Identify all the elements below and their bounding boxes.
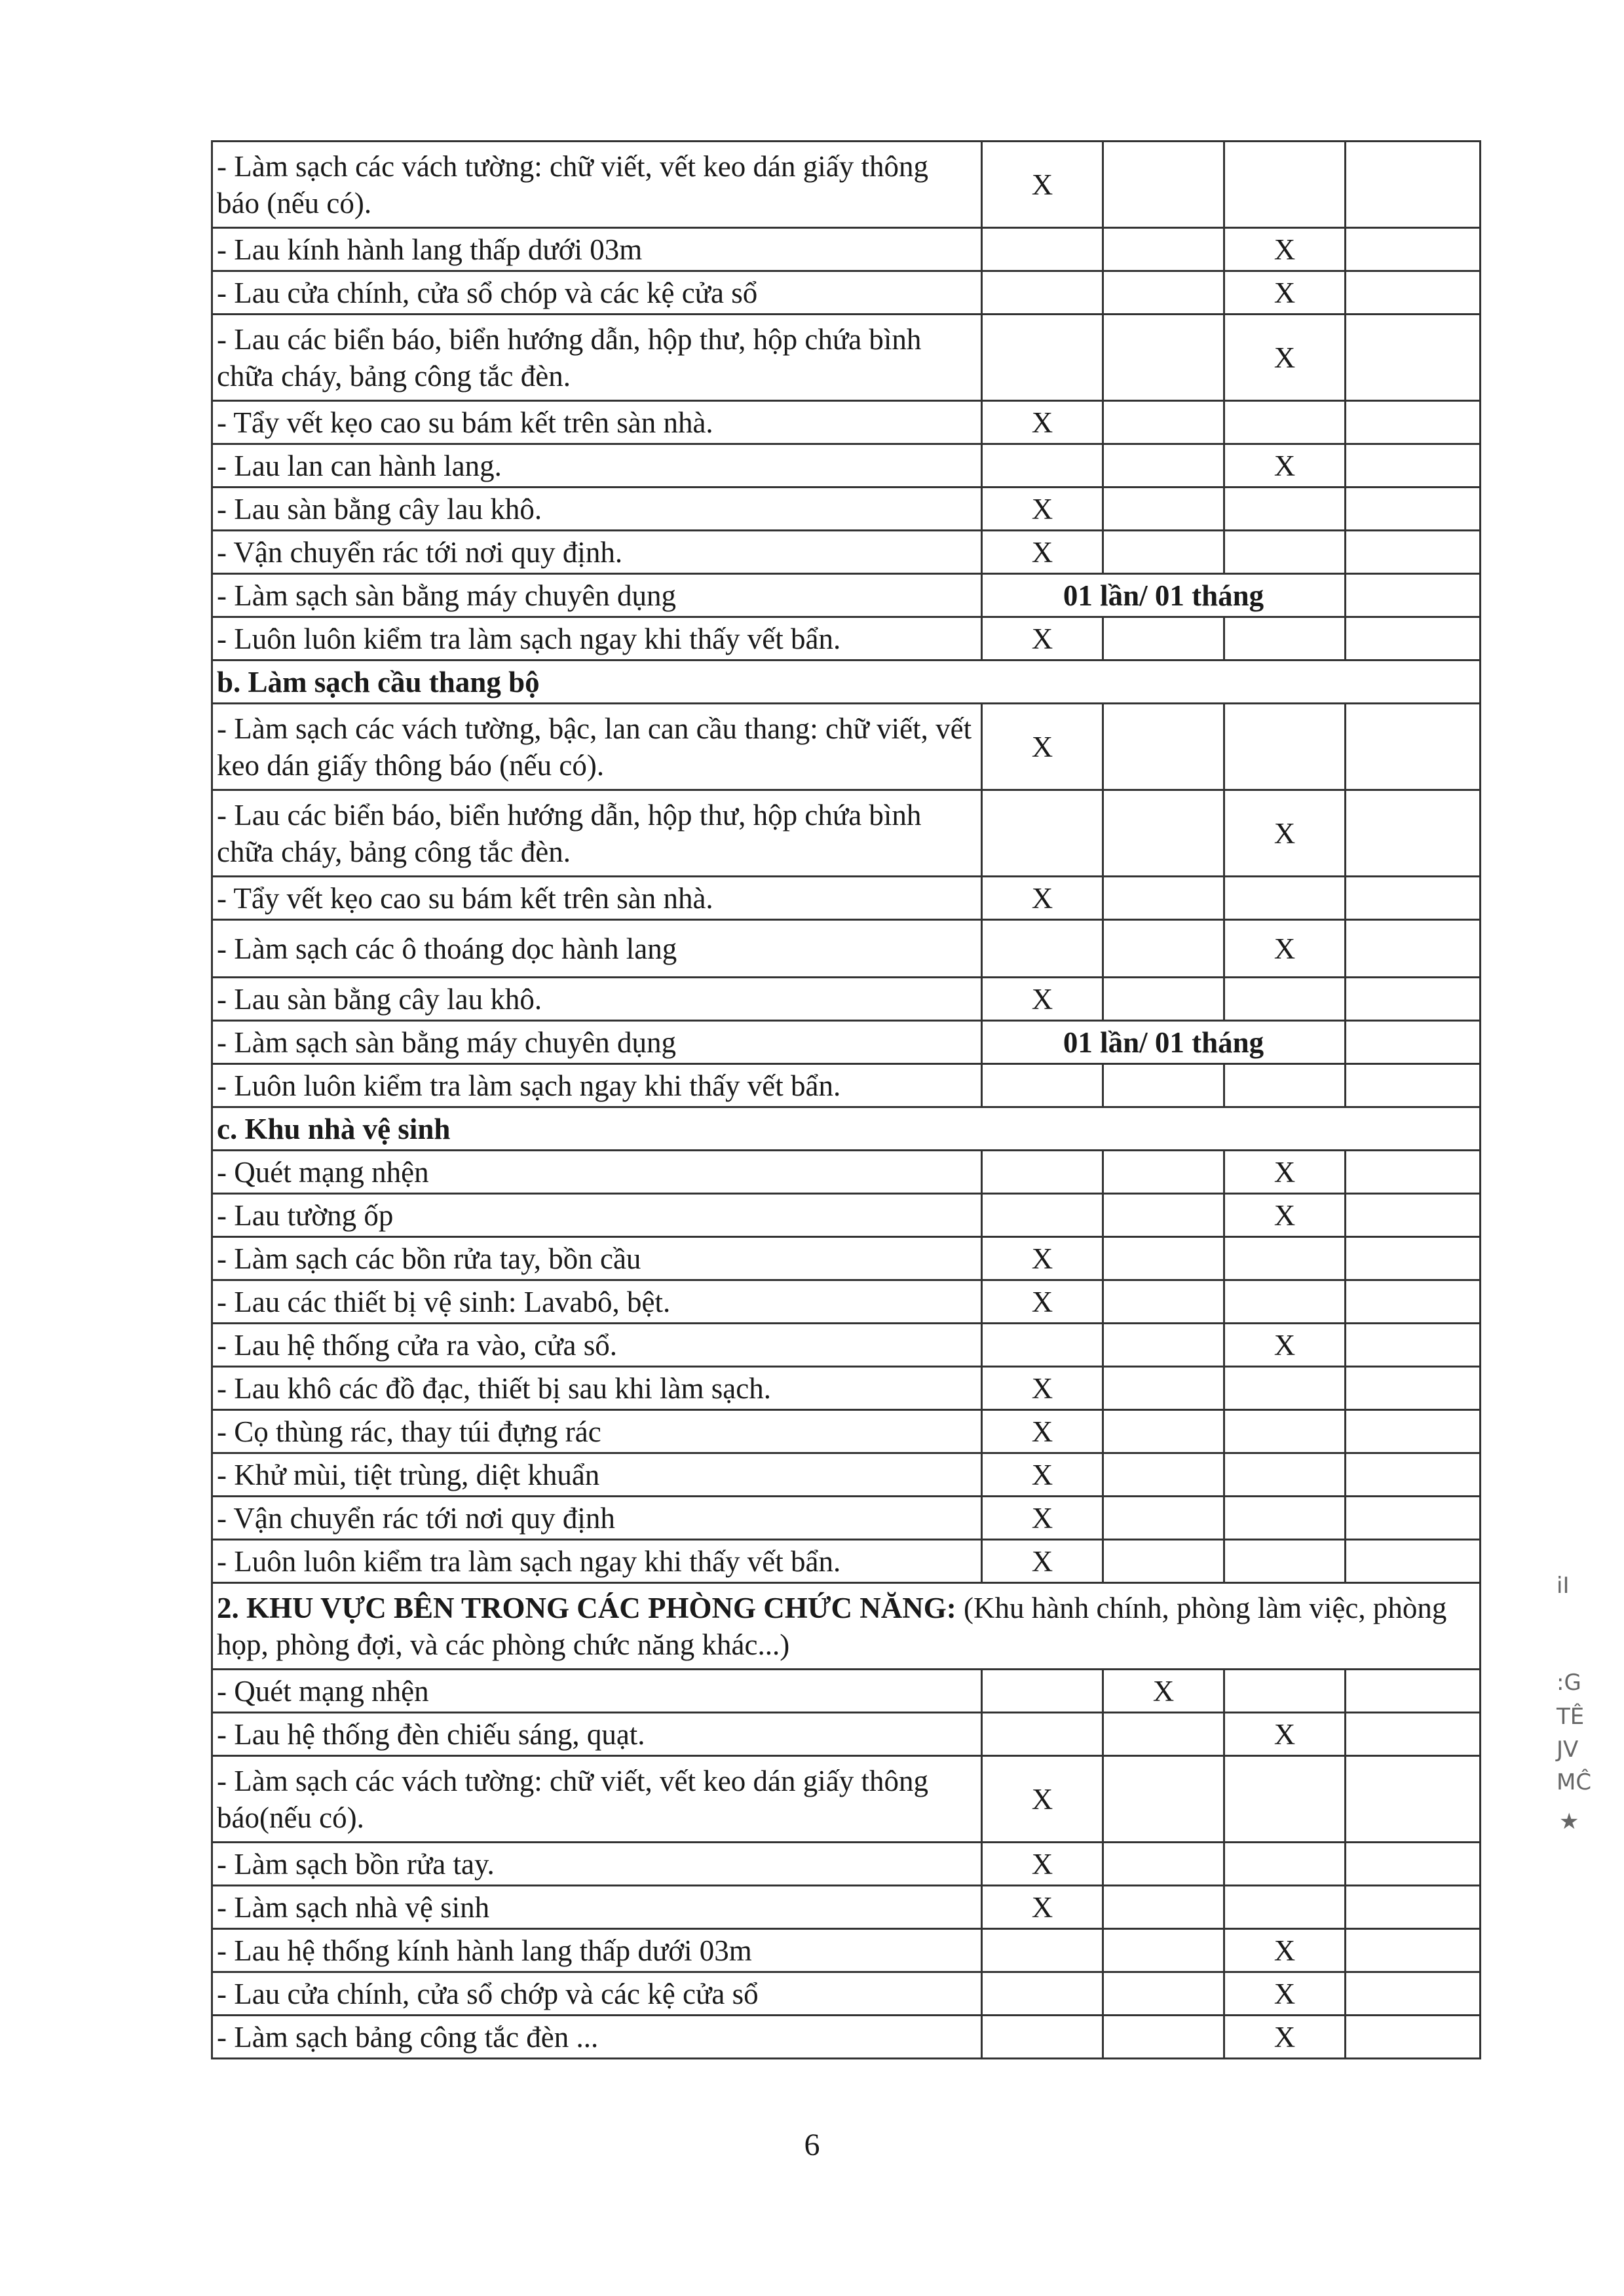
frequency-mark-3: X — [1224, 228, 1346, 271]
frequency-mark-3: X — [1224, 1929, 1346, 1972]
frequency-mark-1: X — [982, 1280, 1103, 1324]
task-description: - Lau sàn bằng cây lau khô. — [212, 488, 982, 531]
table-row — [212, 1972, 1481, 2016]
frequency-mark-3 — [1224, 1756, 1346, 1843]
frequency-mark-1 — [982, 228, 1103, 271]
task-description: - Tẩy vết kẹo cao su bám kết trên sàn nhà. — [212, 877, 982, 920]
table-row — [212, 1670, 1481, 1713]
frequency-mark-4 — [1346, 1064, 1481, 1107]
frequency-mark-1: X — [982, 488, 1103, 531]
frequency-mark-4 — [1346, 1410, 1481, 1453]
frequency-mark-2 — [1103, 1237, 1224, 1280]
frequency-mark-1: X — [982, 704, 1103, 790]
frequency-mark-3: X — [1224, 444, 1346, 488]
table-row — [212, 1151, 1481, 1194]
table-row — [212, 1453, 1481, 1497]
task-description: - Làm sạch bồn rửa tay. — [212, 1843, 982, 1886]
task-description: - Làm sạch các bồn rửa tay, bồn cầu — [212, 1237, 982, 1280]
frequency-mark-1: X — [982, 877, 1103, 920]
table-row — [212, 1756, 1481, 1843]
frequency-mark-2 — [1103, 1756, 1224, 1843]
frequency-mark-1 — [982, 1151, 1103, 1194]
frequency-mark-4 — [1346, 877, 1481, 920]
task-description: - Lau khô các đồ đạc, thiết bị sau khi làm sạch. — [212, 1367, 982, 1410]
table-row — [212, 1713, 1481, 1756]
table-row — [212, 488, 1481, 531]
frequency-mark-1 — [982, 1713, 1103, 1756]
frequency-mark-1 — [982, 2016, 1103, 2059]
frequency-mark-3 — [1224, 617, 1346, 660]
task-description: - Làm sạch bảng công tắc đèn ... — [212, 2016, 982, 2059]
frequency-mark-4 — [1346, 1886, 1481, 1929]
frequency-mark-3: X — [1224, 271, 1346, 315]
frequency-mark-3 — [1224, 531, 1346, 574]
margin-mark: :G — [1557, 1670, 1581, 1696]
task-description: - Lau hệ thống đèn chiếu sáng, quạt. — [212, 1713, 982, 1756]
frequency-mark-4 — [1346, 1713, 1481, 1756]
frequency-mark-2 — [1103, 1713, 1224, 1756]
section-heading-row — [212, 1107, 1481, 1151]
frequency-mark-4 — [1346, 1540, 1481, 1583]
table-row — [212, 574, 1481, 617]
frequency-mark-3: X — [1224, 2016, 1346, 2059]
frequency-mark-4 — [1346, 401, 1481, 444]
section-heading-detail: (Khu hành chính, phòng làm việc, phòng họp, phòng đợi, và các phòng chức năng khác...) — [217, 1591, 1447, 1661]
margin-mark: JV — [1557, 1736, 1579, 1763]
frequency-note: 01 lần/ 01 tháng — [982, 1021, 1346, 1064]
frequency-mark-3: X — [1224, 315, 1346, 401]
frequency-mark-2 — [1103, 1540, 1224, 1583]
table-row — [212, 142, 1481, 228]
table-row — [212, 271, 1481, 315]
table-row — [212, 531, 1481, 574]
frequency-mark-4 — [1346, 444, 1481, 488]
frequency-mark-4 — [1346, 790, 1481, 877]
frequency-mark-2 — [1103, 315, 1224, 401]
frequency-mark-4 — [1346, 1972, 1481, 2016]
frequency-mark-4 — [1346, 920, 1481, 978]
section-heading-row — [212, 660, 1481, 704]
frequency-mark-1: X — [982, 1237, 1103, 1280]
task-description: - Vận chuyển rác tới nơi quy định. — [212, 531, 982, 574]
table-row — [212, 704, 1481, 790]
table-row — [212, 1280, 1481, 1324]
task-description: - Cọ thùng rác, thay túi đựng rác — [212, 1410, 982, 1453]
task-description: - Quét mạng nhện — [212, 1151, 982, 1194]
table-row — [212, 1886, 1481, 1929]
frequency-mark-1: X — [982, 1367, 1103, 1410]
margin-mark: iI — [1557, 1573, 1570, 1599]
frequency-mark-1 — [982, 315, 1103, 401]
frequency-mark-3 — [1224, 1497, 1346, 1540]
task-description: - Lau sàn bằng cây lau khô. — [212, 978, 982, 1021]
frequency-mark-4 — [1346, 315, 1481, 401]
task-description: - Lau tường ốp — [212, 1194, 982, 1237]
frequency-mark-1 — [982, 1972, 1103, 2016]
frequency-mark-2 — [1103, 978, 1224, 1021]
frequency-mark-4 — [1346, 1929, 1481, 1972]
frequency-mark-2 — [1103, 1843, 1224, 1886]
frequency-mark-3 — [1224, 1280, 1346, 1324]
task-description: - Làm sạch các vách tường, bậc, lan can cầu thang: chữ viết, vết keo dán giấy thông báo (nếu có). — [212, 704, 982, 790]
frequency-mark-4 — [1346, 142, 1481, 228]
frequency-mark-1: X — [982, 978, 1103, 1021]
frequency-mark-3 — [1224, 1540, 1346, 1583]
table-row — [212, 877, 1481, 920]
frequency-mark-3: X — [1224, 790, 1346, 877]
frequency-mark-4 — [1346, 1280, 1481, 1324]
task-description: - Lau cửa chính, cửa sổ chớp và các kệ cửa sổ — [212, 1972, 982, 2016]
frequency-mark-3 — [1224, 1453, 1346, 1497]
frequency-mark-2 — [1103, 1280, 1224, 1324]
margin-mark: ★ — [1559, 1808, 1579, 1835]
margin-mark: TÊ — [1557, 1704, 1585, 1730]
frequency-mark-1 — [982, 1324, 1103, 1367]
frequency-mark-1: X — [982, 1756, 1103, 1843]
task-description: - Lau hệ thống kính hành lang thấp dưới 03m — [212, 1929, 982, 1972]
frequency-mark-2 — [1103, 1453, 1224, 1497]
section-heading-row — [212, 1583, 1481, 1670]
frequency-mark-3 — [1224, 1886, 1346, 1929]
frequency-mark-2 — [1103, 1497, 1224, 1540]
frequency-mark-1: X — [982, 1886, 1103, 1929]
frequency-mark-1: X — [982, 1497, 1103, 1540]
table-row — [212, 1324, 1481, 1367]
table-row — [212, 1064, 1481, 1107]
task-description: - Luôn luôn kiểm tra làm sạch ngay khi thấy vết bẩn. — [212, 617, 982, 660]
frequency-mark-1: X — [982, 1540, 1103, 1583]
table-row — [212, 1367, 1481, 1410]
task-description: - Khử mùi, tiệt trùng, diệt khuẩn — [212, 1453, 982, 1497]
frequency-mark-1: X — [982, 401, 1103, 444]
frequency-mark-2 — [1103, 271, 1224, 315]
frequency-mark-2 — [1103, 1194, 1224, 1237]
frequency-mark-4 — [1346, 271, 1481, 315]
section-heading: b. Làm sạch cầu thang bộ — [212, 660, 1481, 704]
frequency-mark-1: X — [982, 1843, 1103, 1886]
task-description: - Vận chuyển rác tới nơi quy định — [212, 1497, 982, 1540]
table-row — [212, 1410, 1481, 1453]
frequency-mark-3: X — [1224, 1713, 1346, 1756]
task-description: - Làm sạch nhà vệ sinh — [212, 1886, 982, 1929]
table-row — [212, 790, 1481, 877]
frequency-mark-3 — [1224, 1064, 1346, 1107]
frequency-mark-3: X — [1224, 1972, 1346, 2016]
frequency-mark-2 — [1103, 1367, 1224, 1410]
frequency-mark-3 — [1224, 488, 1346, 531]
frequency-mark-3: X — [1224, 920, 1346, 978]
frequency-mark-2 — [1103, 1151, 1224, 1194]
task-description: - Quét mạng nhện — [212, 1670, 982, 1713]
frequency-mark-2 — [1103, 1410, 1224, 1453]
table-row — [212, 444, 1481, 488]
frequency-mark-2: X — [1103, 1670, 1224, 1713]
frequency-mark-4 — [1346, 1453, 1481, 1497]
cleaning-schedule-table — [211, 140, 1481, 2059]
table-row — [212, 617, 1481, 660]
frequency-mark-2 — [1103, 444, 1224, 488]
frequency-mark-3: X — [1224, 1324, 1346, 1367]
task-description: - Làm sạch sàn bằng máy chuyên dụng — [212, 574, 982, 617]
note-cell — [1346, 574, 1481, 617]
frequency-mark-3 — [1224, 877, 1346, 920]
table-row — [212, 401, 1481, 444]
frequency-mark-1 — [982, 1670, 1103, 1713]
table-row — [212, 1194, 1481, 1237]
frequency-mark-4 — [1346, 531, 1481, 574]
frequency-mark-4 — [1346, 1843, 1481, 1886]
frequency-mark-4 — [1346, 1194, 1481, 1237]
frequency-mark-4 — [1346, 2016, 1481, 2059]
frequency-mark-3 — [1224, 704, 1346, 790]
frequency-mark-2 — [1103, 920, 1224, 978]
frequency-mark-2 — [1103, 1929, 1224, 1972]
frequency-mark-4 — [1346, 1151, 1481, 1194]
table-row — [212, 1843, 1481, 1886]
task-description: - Làm sạch sàn bằng máy chuyên dụng — [212, 1021, 982, 1064]
frequency-mark-1: X — [982, 531, 1103, 574]
frequency-mark-1: X — [982, 1410, 1103, 1453]
margin-mark: MĈ — [1557, 1769, 1592, 1795]
page-number: 6 — [804, 2128, 820, 2162]
frequency-mark-2 — [1103, 877, 1224, 920]
frequency-mark-4 — [1346, 617, 1481, 660]
table-row — [212, 920, 1481, 978]
frequency-mark-1 — [982, 1194, 1103, 1237]
frequency-mark-2 — [1103, 617, 1224, 660]
table-row — [212, 1021, 1481, 1064]
frequency-mark-2 — [1103, 1972, 1224, 2016]
frequency-mark-2 — [1103, 1324, 1224, 1367]
frequency-mark-2 — [1103, 531, 1224, 574]
task-description: - Tẩy vết kẹo cao su bám kết trên sàn nhà. — [212, 401, 982, 444]
frequency-mark-1 — [982, 920, 1103, 978]
frequency-mark-3 — [1224, 978, 1346, 1021]
frequency-mark-4 — [1346, 704, 1481, 790]
task-description: - Luôn luôn kiểm tra làm sạch ngay khi thấy vết bẩn. — [212, 1540, 982, 1583]
frequency-mark-4 — [1346, 228, 1481, 271]
frequency-mark-2 — [1103, 1064, 1224, 1107]
task-description: - Lau các biển báo, biển hướng dẫn, hộp thư, hộp chứa bình chữa cháy, bảng công tắc đèn. — [212, 315, 982, 401]
frequency-mark-2 — [1103, 1886, 1224, 1929]
frequency-mark-1 — [982, 271, 1103, 315]
frequency-mark-1: X — [982, 617, 1103, 660]
frequency-mark-2 — [1103, 401, 1224, 444]
frequency-mark-1: X — [982, 1453, 1103, 1497]
task-description: - Lau kính hành lang thấp dưới 03m — [212, 228, 982, 271]
frequency-mark-4 — [1346, 1324, 1481, 1367]
table-row — [212, 1929, 1481, 1972]
table-row — [212, 228, 1481, 271]
frequency-mark-4 — [1346, 1756, 1481, 1843]
task-description: - Luôn luôn kiểm tra làm sạch ngay khi thấy vết bẩn. — [212, 1064, 982, 1107]
frequency-mark-1 — [982, 1929, 1103, 1972]
frequency-mark-3 — [1224, 1410, 1346, 1453]
task-description: - Lau các thiết bị vệ sinh: Lavabô, bệt. — [212, 1280, 982, 1324]
frequency-mark-4 — [1346, 1497, 1481, 1540]
frequency-mark-2 — [1103, 790, 1224, 877]
table-row — [212, 1497, 1481, 1540]
task-description: - Lau cửa chính, cửa sổ chóp và các kệ cửa sổ — [212, 271, 982, 315]
table-row — [212, 1540, 1481, 1583]
frequency-note: 01 lần/ 01 tháng — [982, 574, 1346, 617]
task-description: - Làm sạch các vách tường: chữ viết, vết keo dán giấy thông báo(nếu có). — [212, 1756, 982, 1843]
table-row — [212, 978, 1481, 1021]
section-heading — [212, 1583, 1481, 1670]
frequency-mark-3: X — [1224, 1194, 1346, 1237]
frequency-mark-4 — [1346, 1237, 1481, 1280]
frequency-mark-2 — [1103, 488, 1224, 531]
section-heading: c. Khu nhà vệ sinh — [212, 1107, 1481, 1151]
task-description: - Làm sạch các ô thoáng dọc hành lang — [212, 920, 982, 978]
frequency-mark-3 — [1224, 1237, 1346, 1280]
frequency-mark-1 — [982, 444, 1103, 488]
section-heading-bold: 2. KHU VỰC BÊN TRONG CÁC PHÒNG CHỨC NĂNG: — [217, 1591, 956, 1624]
task-description: - Lau lan can hành lang. — [212, 444, 982, 488]
frequency-mark-3: X — [1224, 1151, 1346, 1194]
frequency-mark-4 — [1346, 1367, 1481, 1410]
frequency-mark-2 — [1103, 2016, 1224, 2059]
table-row — [212, 1237, 1481, 1280]
frequency-mark-3 — [1224, 142, 1346, 228]
note-cell — [1346, 1021, 1481, 1064]
frequency-mark-3 — [1224, 1843, 1346, 1886]
frequency-mark-1 — [982, 790, 1103, 877]
frequency-mark-3 — [1224, 1367, 1346, 1410]
task-description: - Làm sạch các vách tường: chữ viết, vết keo dán giấy thông báo (nếu có). — [212, 142, 982, 228]
frequency-mark-1: X — [982, 142, 1103, 228]
table-row — [212, 2016, 1481, 2059]
frequency-mark-3 — [1224, 401, 1346, 444]
frequency-mark-3 — [1224, 1670, 1346, 1713]
frequency-mark-1 — [982, 1064, 1103, 1107]
frequency-mark-2 — [1103, 142, 1224, 228]
frequency-mark-4 — [1346, 488, 1481, 531]
table-row — [212, 315, 1481, 401]
frequency-mark-4 — [1346, 1670, 1481, 1713]
task-description: - Lau hệ thống cửa ra vào, cửa sổ. — [212, 1324, 982, 1367]
frequency-mark-2 — [1103, 228, 1224, 271]
frequency-mark-2 — [1103, 704, 1224, 790]
frequency-mark-4 — [1346, 978, 1481, 1021]
task-description: - Lau các biển báo, biển hướng dẫn, hộp thư, hộp chứa bình chữa cháy, bảng công tắc đèn. — [212, 790, 982, 877]
